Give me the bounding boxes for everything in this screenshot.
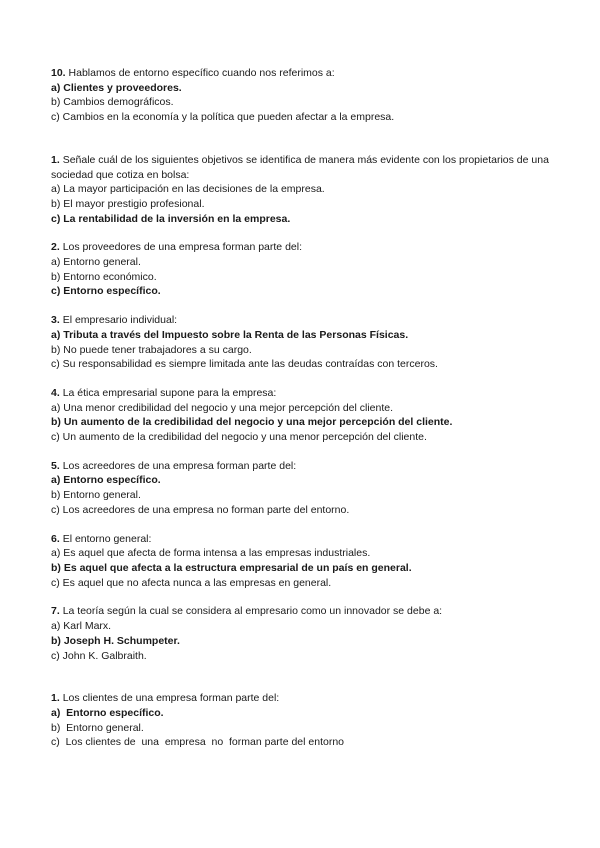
question-number: 1. [51,692,60,705]
answer-option: c) Cambios en la economía y la política que pueden afectar a la empresa. [51,111,395,124]
document-page [51,66,571,750]
question-block [51,240,571,299]
answer-option: a) Es aquel que afecta de forma intensa a las empresas industriales. [51,547,371,560]
answer-option: c) Los clientes de una empresa no forman parte del entorno [51,736,345,749]
question-stem [51,604,571,619]
answer-option: c) Su responsabilidad es siempre limitada ante las deudas contraídas con terceros. [51,358,438,371]
spacer [51,226,571,240]
answer-option: c) Los acreedores de una empresa no forman parte del entorno. [51,503,350,516]
question-block [51,691,571,750]
question-number: 10. [51,67,66,79]
answer-option: a) Karl Marx. [51,620,112,633]
question-text: Hablamos de entorno específico cuando nos referimos a: [68,67,335,79]
answer-option: a) Entorno específico. [51,474,161,487]
answer-option: c) John K. Galbraith. [51,649,147,662]
question-text: El entorno general: [62,532,152,545]
answer-option: a) Entorno general. [51,256,141,269]
answer-option: b) Es aquel que afecta a la estructura empresarial de un país en general. [51,561,412,574]
answer-option: b) Entorno económico. [51,270,157,283]
question-stem [51,66,571,81]
spacer [51,590,571,604]
question-stem [51,313,571,328]
answer-option: b) Entorno general. [51,489,141,502]
answer-option: b) Cambios demográficos. [51,96,174,109]
answer-option: a) Una menor credibilidad del negocio y una mejor percepción del cliente. [51,401,394,414]
question-text: Los acreedores de una empresa forman parte del: [62,459,297,472]
question-stem [51,459,571,474]
question-number: 4. [51,386,60,399]
question-block [51,313,571,372]
answer-option: c) Es aquel que no afecta nunca a las empresas en general. [51,576,332,589]
question-stem [51,240,571,255]
question-text: Señale cuál de los siguientes objetivos se identifica de manera más evidente con los propietarios de una sociedad que cotiza en bolsa: [51,153,549,181]
question-stem [51,691,571,706]
question-block [51,386,571,445]
answer-option: a) La mayor participación en las decisiones de la empresa. [51,183,325,196]
spacer [51,518,571,532]
question-text: Los clientes de una empresa forman parte del: [62,692,280,705]
question-number: 6. [51,532,60,545]
question-number: 3. [51,314,60,327]
question-block [51,66,571,125]
answer-option: c) La rentabilidad de la inversión en la empresa. [51,212,291,225]
question-number: 2. [51,241,60,254]
answer-option: a) Entorno específico. [51,706,164,719]
answer-option: a) Clientes y proveedores. [51,81,182,94]
spacer [51,125,571,153]
question-number: 1. [51,153,60,166]
question-text: Los proveedores de una empresa forman parte del: [62,241,302,254]
answer-option: b) El mayor prestigio profesional. [51,197,205,210]
answer-option: b) Entorno general. [51,721,144,734]
question-text: El empresario individual: [62,314,178,327]
answer-option: b) Un aumento de la credibilidad del negocio y una mejor percepción del cliente. [51,416,453,429]
spacer [51,445,571,459]
answer-option: c) Entorno específico. [51,285,161,298]
answer-option: b) Joseph H. Schumpeter. [51,634,180,647]
question-number: 5. [51,459,60,472]
question-stem [51,532,571,547]
question-text: La teoría según la cual se considera al empresario como un innovador se debe a: [62,605,443,618]
question-text: La ética empresarial supone para la empresa: [62,386,277,399]
question-stem [51,386,571,401]
question-number: 7. [51,605,60,618]
answer-option: b) No puede tener trabajadores a su cargo. [51,343,252,356]
spacer [51,372,571,386]
question-stem [51,153,571,182]
answer-option: a) Tributa a través del Impuesto sobre la Renta de las Personas Físicas. [51,328,409,341]
spacer [51,663,571,691]
spacer [51,299,571,313]
answer-option: c) Un aumento de la credibilidad del negocio y una menor percepción del cliente. [51,431,427,444]
question-block [51,459,571,518]
question-block [51,153,571,227]
question-block [51,604,571,663]
question-block [51,532,571,591]
